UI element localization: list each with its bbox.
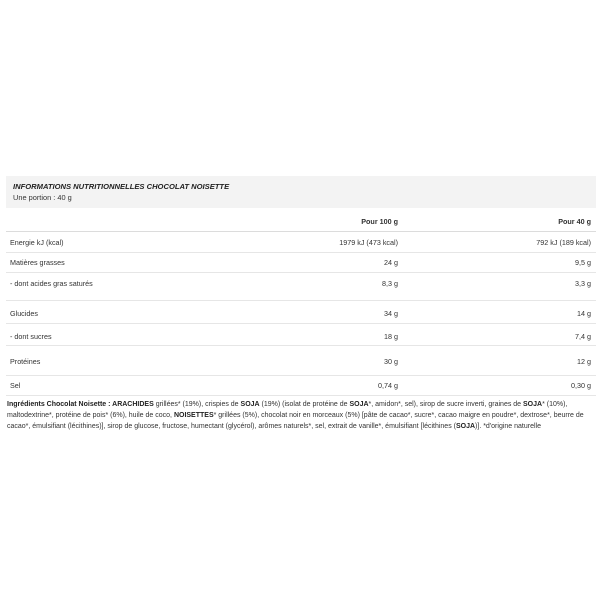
- row-label: - dont sucres: [10, 332, 52, 341]
- ingredients-part: )]. *d'origine naturelle: [475, 423, 541, 430]
- column-header-row: [6, 208, 596, 232]
- ingredients-part: (19%) (isolat de protéine de: [259, 401, 350, 408]
- allergen: SOJA: [455, 423, 476, 430]
- ingredients-part: *, amidon*, sel), sirop de sucre inverti, graines de: [368, 401, 524, 408]
- row-value-per-100g: 0,74 g: [378, 381, 398, 390]
- column-per-40g: Pour 40 g: [558, 217, 591, 226]
- table-row-fat: [6, 253, 596, 273]
- row-value-per-40g: 12 g: [577, 357, 591, 366]
- row-label: Matières grasses: [10, 258, 65, 267]
- portion-size: Une portion : 40 g: [13, 193, 72, 202]
- row-value-per-100g: 34 g: [384, 309, 398, 318]
- ingredients-heading: Ingrédients Chocolat Noisette : ARACHIDES: [7, 401, 154, 408]
- row-value-per-40g: 792 kJ (189 kcal): [536, 238, 591, 247]
- ingredients-part: grillées* (19%), crispies de: [153, 401, 241, 408]
- table-row-energy: [6, 232, 596, 253]
- row-value-per-100g: 24 g: [384, 258, 398, 267]
- table-row-salt: [6, 376, 596, 396]
- allergen: SOJA: [349, 401, 369, 408]
- row-label: Sel: [10, 381, 21, 390]
- row-value-per-40g: 7,4 g: [575, 332, 591, 341]
- row-value-per-40g: 3,3 g: [575, 279, 591, 288]
- allergen: NOISETTES: [173, 412, 214, 419]
- row-value-per-40g: 0,30 g: [571, 381, 591, 390]
- column-per-100g: Pour 100 g: [361, 217, 398, 226]
- row-label: - dont acides gras saturés: [10, 279, 93, 288]
- row-label: Glucides: [10, 309, 38, 318]
- row-label: Protéines: [10, 357, 41, 366]
- table-row-saturated-fat: [6, 273, 596, 301]
- row-value-per-40g: 9,5 g: [575, 258, 591, 267]
- row-value-per-100g: 1979 kJ (473 kcal): [339, 238, 398, 247]
- row-value-per-40g: 14 g: [577, 309, 591, 318]
- table-row-sugars: [6, 324, 596, 346]
- table-row-protein: [6, 346, 596, 376]
- allergen: SOJA: [240, 401, 260, 408]
- row-value-per-100g: 18 g: [384, 332, 398, 341]
- table-header: [6, 176, 596, 208]
- ingredients-part: * (10%), maltodextrine*, protéine de pois* (6%), huile de coco,: [7, 401, 568, 419]
- ingredients-part: * grillées (5%), chocolat noir en morceaux (5%) [pâte de cacao*, sucre*, cacao maigre en poudre*, dextrose*, beurre de cacao*, émulsifiant (lécithines)], sirop de glucose, fructose, humectant (glycérol), arômes naturels*, sel, extrait de vanille*, émulsifiant [lécithines (: [7, 412, 584, 430]
- row-value-per-100g: 8,3 g: [382, 279, 398, 288]
- nutrition-table: [6, 176, 596, 432]
- ingredients-text: [6, 399, 597, 432]
- table-title: INFORMATIONS NUTRITIONNELLES CHOCOLAT NOISETTE: [13, 182, 230, 191]
- row-label: Energie kJ (kcal): [10, 238, 64, 247]
- row-value-per-100g: 30 g: [384, 357, 398, 366]
- table-row-carbohydrates: [6, 301, 596, 324]
- allergen: SOJA: [523, 401, 543, 408]
